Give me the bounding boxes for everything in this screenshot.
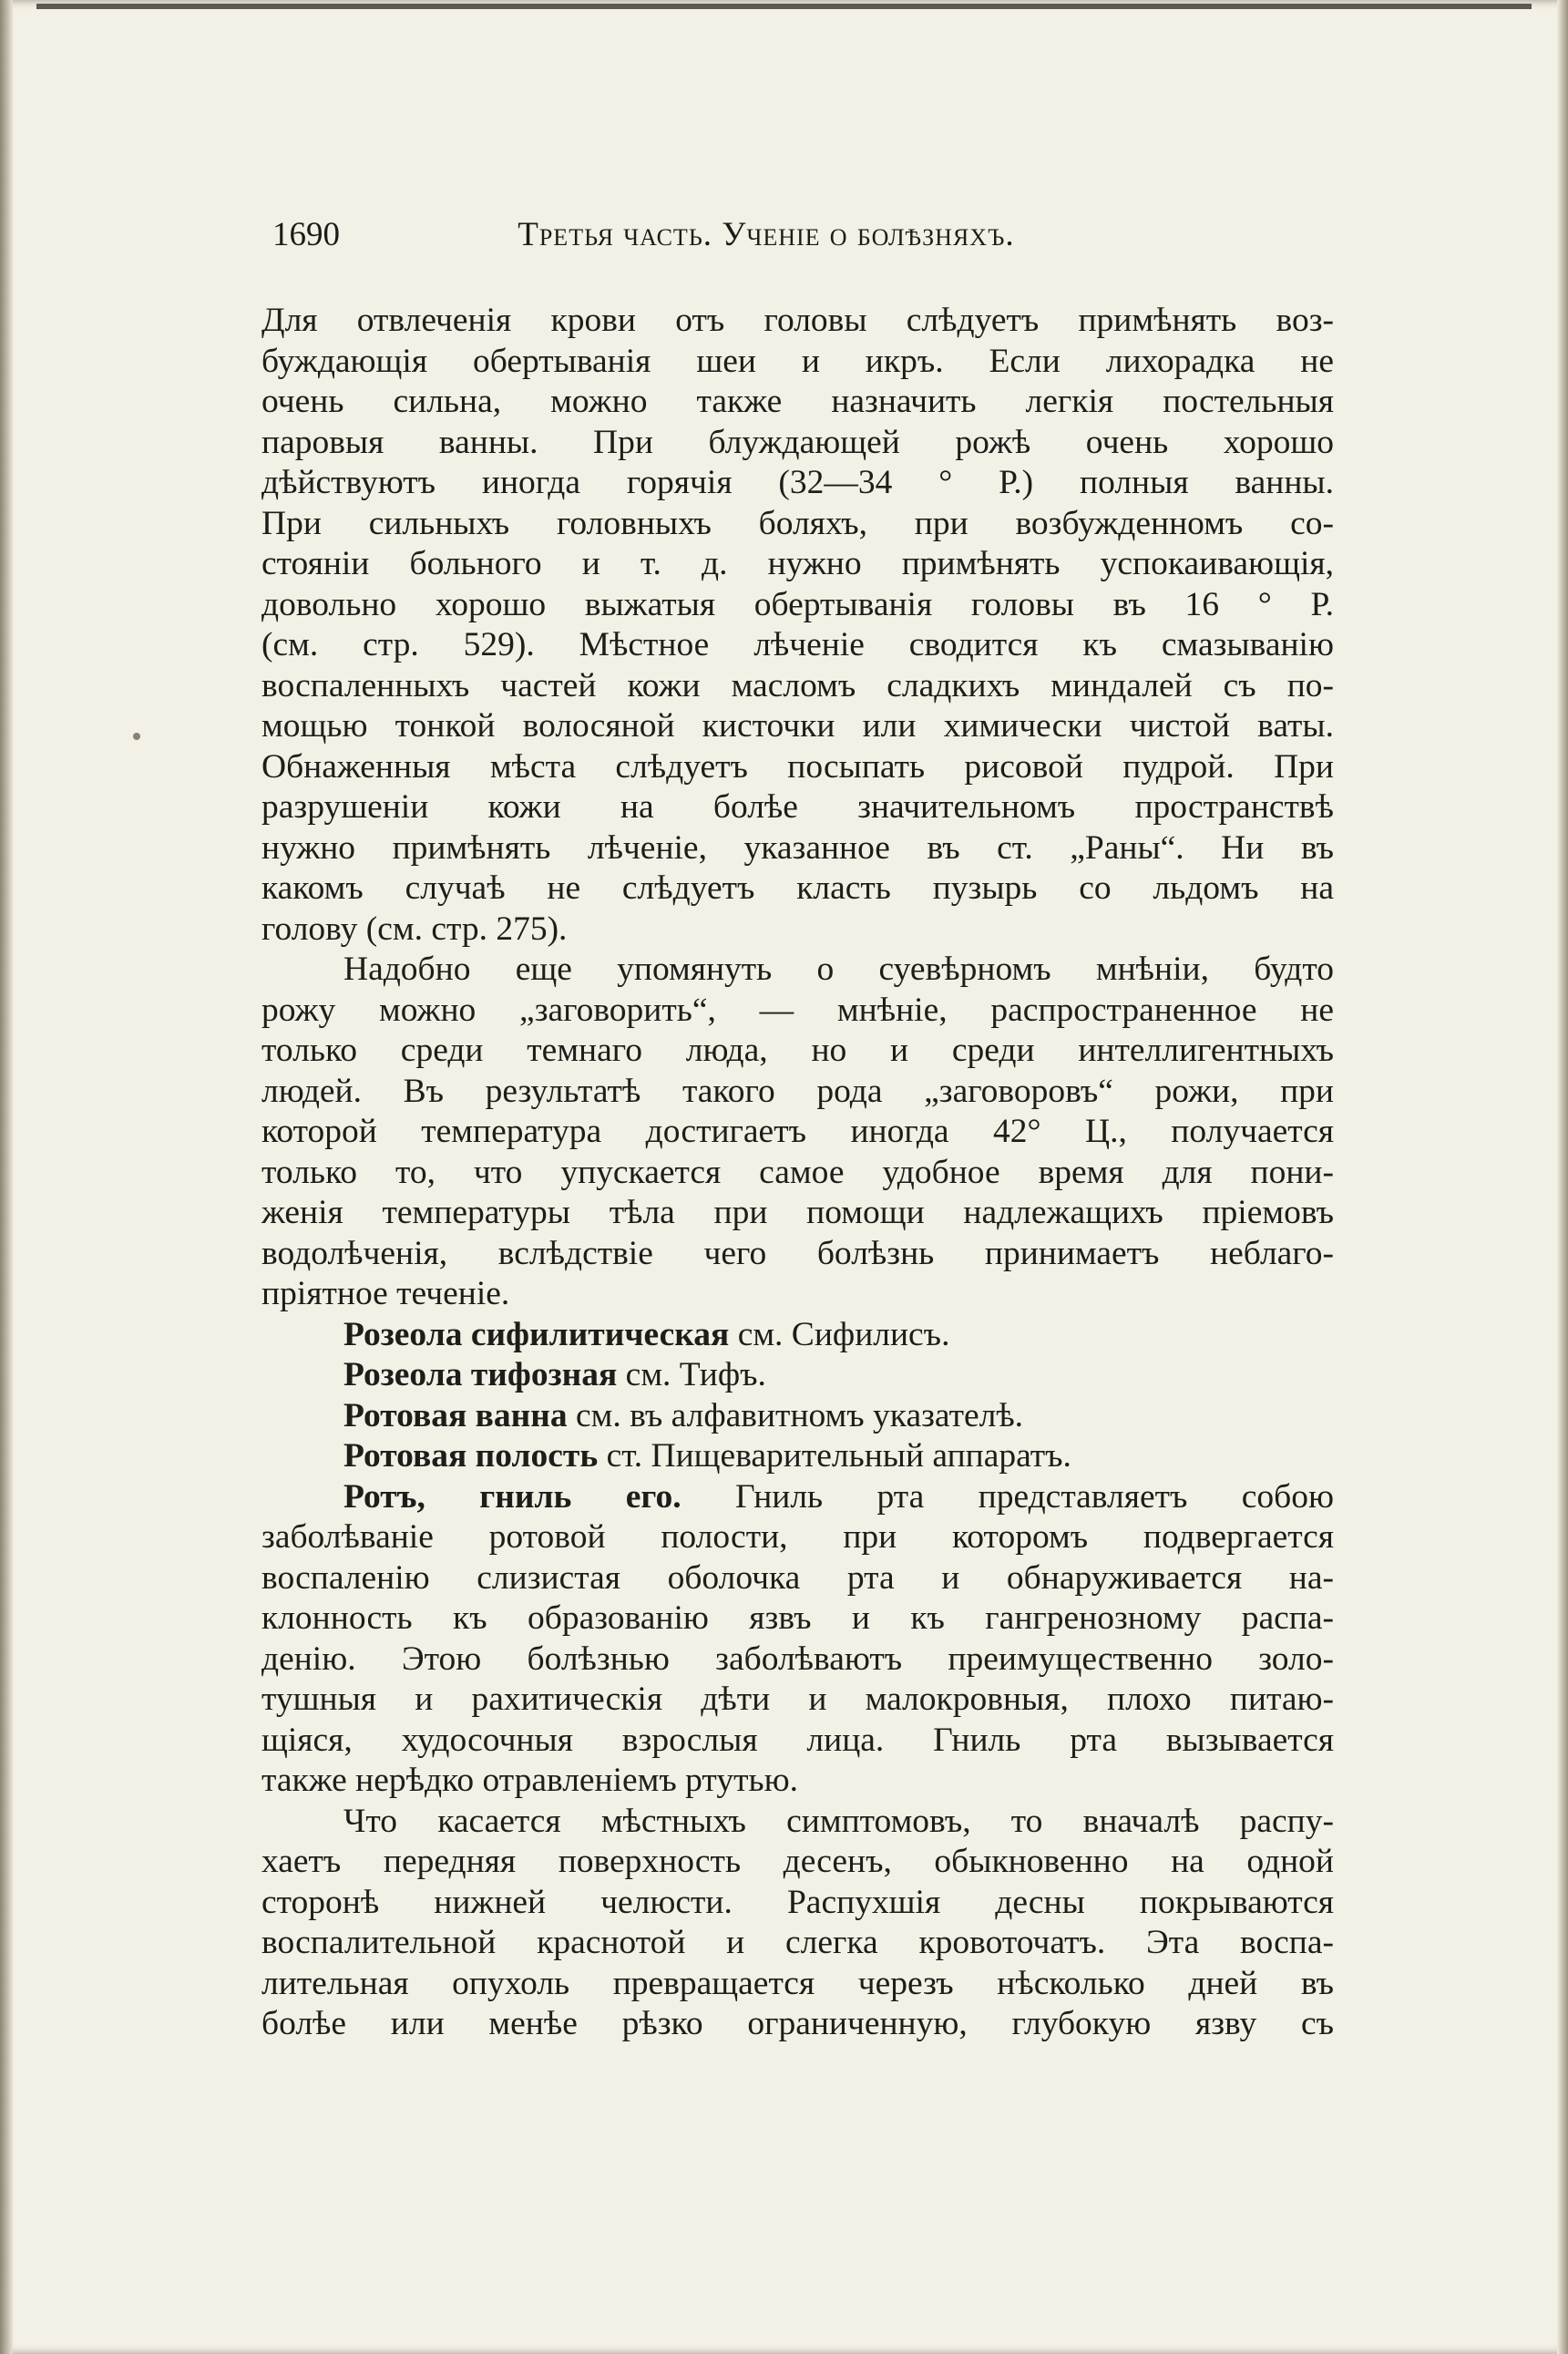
entry-heading: Ротовая полость xyxy=(343,1437,599,1475)
line-text: буждающія обертыванія шеи и икръ. Если лихорадка не xyxy=(261,342,1334,380)
line-text: очень сильна, можно также назначить легкія постельныя xyxy=(261,383,1334,420)
line-text: женія температуры тѣла при помощи надлежащихъ пріемовъ xyxy=(261,1194,1334,1231)
text-line xyxy=(261,1640,1334,1681)
line-text: какомъ случаѣ не слѣдуетъ класть пузырь со льдомъ на xyxy=(261,869,1334,907)
text-line xyxy=(261,1396,1334,1437)
text-line xyxy=(261,544,1334,585)
line-text: см. Сифилисъ. xyxy=(729,1315,950,1353)
page-edge-left xyxy=(0,0,13,2354)
text-line xyxy=(261,342,1334,383)
line-text: хаетъ передняя поверхность десенъ, обыкновенно на одной xyxy=(261,1843,1334,1880)
line-text: Для отвлеченія крови отъ головы слѣдуетъ примѣнять воз- xyxy=(261,302,1334,339)
line-text: пріятное теченіе. xyxy=(261,1275,510,1312)
line-text: см. Тифъ. xyxy=(617,1356,766,1393)
text-line xyxy=(261,625,1334,666)
text-line xyxy=(261,1680,1334,1721)
line-text: Что касается мѣстныхъ симптомовъ, то вначалѣ распу- xyxy=(343,1802,1334,1840)
line-text: воспалительной краснотой и слегка кровоточатъ. Эта воспа- xyxy=(261,1924,1334,1961)
line-text: дѣйствуютъ иногда горячія (32—34 ° Р.) полныя ванны. xyxy=(261,464,1334,501)
text-line xyxy=(261,1355,1334,1396)
text-line xyxy=(261,1436,1334,1477)
text-line xyxy=(261,1315,1334,1356)
running-title: Третья часть. Ученіе о болѣзняхъ. xyxy=(518,216,1015,253)
line-text: нужно примѣнять лѣченіе, указанное въ ст. „Раны“. Ни въ xyxy=(261,828,1334,867)
text-line xyxy=(261,1072,1334,1113)
text-line xyxy=(261,423,1334,464)
entry-heading: Розеола сифилитическая xyxy=(343,1315,730,1353)
text-line xyxy=(261,1517,1334,1558)
line-text: клонность къ образованію язвъ и къ гангренозному распа- xyxy=(261,1599,1334,1637)
text-line xyxy=(261,504,1334,545)
text-line xyxy=(261,1558,1334,1599)
entry-heading: Розеола тифозная xyxy=(343,1356,618,1393)
text-line xyxy=(261,869,1334,910)
text-line xyxy=(261,1842,1334,1883)
entry-heading: Ротъ, гниль его. xyxy=(343,1477,682,1516)
line-text: сторонѣ нижней челюсти. Распухшія десны покрываются xyxy=(261,1883,1334,1921)
line-text: голову (см. стр. 275). xyxy=(261,910,568,948)
text-line xyxy=(261,787,1334,828)
text-line xyxy=(261,1598,1334,1640)
line-text: тушныя и рахитическія дѣти и малокровныя, плохо питаю- xyxy=(261,1681,1334,1718)
line-text: заболѣваніе ротовой полости, при которомъ подвергается xyxy=(261,1518,1334,1556)
top-edge-shadow xyxy=(36,4,1532,9)
text-line xyxy=(261,706,1334,747)
line-text: также нерѣдко отравленіемъ ртутью. xyxy=(261,1762,798,1799)
text-line xyxy=(261,1721,1334,1762)
line-text: только среди темнаго люда, но и среди интеллигентныхъ xyxy=(261,1032,1334,1069)
running-head xyxy=(272,215,1329,254)
line-text: лительная опухоль превращается черезъ нѣсколько дней въ xyxy=(261,1964,1334,2002)
line-text: щіяся, худосочныя взрослыя лица. Гниль рта вызывается xyxy=(261,1721,1334,1759)
text-line xyxy=(261,1193,1334,1234)
line-text: только то, что упускается самое удобное время для пони- xyxy=(261,1153,1334,1191)
line-text: людей. Въ результатѣ такого рода „заговоровъ“ рожи, при xyxy=(261,1072,1334,1110)
text-line xyxy=(261,463,1334,504)
line-text: паровыя ванны. При блуждающей рожѣ очень хорошо xyxy=(261,423,1334,461)
text-line xyxy=(261,1923,1334,1964)
text-line xyxy=(261,1153,1334,1194)
text-line xyxy=(261,1234,1334,1275)
text-line xyxy=(261,585,1334,626)
text-line xyxy=(261,382,1334,423)
text-line xyxy=(261,991,1334,1032)
text-line xyxy=(261,747,1334,788)
line-text: мощью тонкой волосяной кисточки или химически чистой ваты. xyxy=(261,707,1334,745)
text-line xyxy=(261,1112,1334,1153)
line-text: (см. стр. 529). Мѣстное лѣченіе сводится къ смазыванію xyxy=(261,626,1334,663)
text-line xyxy=(261,2004,1334,2045)
line-text: ст. Пищеварительный аппаратъ. xyxy=(598,1437,1071,1475)
line-text: Обнаженныя мѣста слѣдуетъ посыпать рисовой пудрой. При xyxy=(261,747,1334,786)
ink-spot xyxy=(133,733,140,740)
line-text: Надобно еще упомянуть о суевѣрномъ мнѣніи, будто xyxy=(343,951,1334,988)
page-edge-right xyxy=(1557,0,1568,2354)
line-text: воспаленныхъ частей кожи масломъ сладкихъ миндалей съ по- xyxy=(261,666,1334,704)
text-line xyxy=(261,1761,1334,1802)
text-line xyxy=(261,1274,1334,1315)
text-line xyxy=(261,1964,1334,2005)
line-text: При сильныхъ головныхъ боляхъ, при возбужденномъ со- xyxy=(261,504,1334,542)
text-line xyxy=(261,1883,1334,1924)
text-line xyxy=(261,1802,1334,1843)
text-line xyxy=(261,1031,1334,1072)
line-text: стояніи больного и т. д. нужно примѣнять успокаивающія, xyxy=(261,545,1334,582)
page-number: 1690 xyxy=(272,216,340,253)
line-text: денію. Этою болѣзнью заболѣваютъ преимущественно золо- xyxy=(261,1640,1334,1678)
text-line xyxy=(261,1477,1334,1518)
text-line xyxy=(261,828,1334,869)
text-line xyxy=(261,910,1334,951)
line-text: которой температура достигаетъ иногда 42° Ц., получается xyxy=(261,1113,1334,1150)
line-text: Гниль рта представляетъ собою xyxy=(681,1477,1334,1516)
line-text: водолѣченія, вслѣдствіе чего болѣзнь принимаетъ неблаго- xyxy=(261,1234,1334,1272)
line-text: рожу можно „заговорить“, — мнѣніе, распространенное не xyxy=(261,991,1334,1029)
body-text xyxy=(261,301,1334,2045)
entry-heading: Ротовая ванна xyxy=(343,1396,568,1434)
line-text: см. въ алфавитномъ указателѣ. xyxy=(567,1396,1024,1434)
text-line xyxy=(261,666,1334,707)
line-text: разрушеніи кожи на болѣе значительномъ пространствѣ xyxy=(261,788,1334,826)
line-text: воспаленію слизистая оболочка рта и обнаруживается на- xyxy=(261,1558,1334,1597)
text-line xyxy=(261,301,1334,342)
text-line xyxy=(261,950,1334,991)
line-text: довольно хорошо выжатыя обертыванія головы въ 16 ° Р. xyxy=(261,585,1334,623)
line-text: болѣе или менѣе рѣзко ограниченную, глубокую язву съ xyxy=(261,2005,1334,2042)
